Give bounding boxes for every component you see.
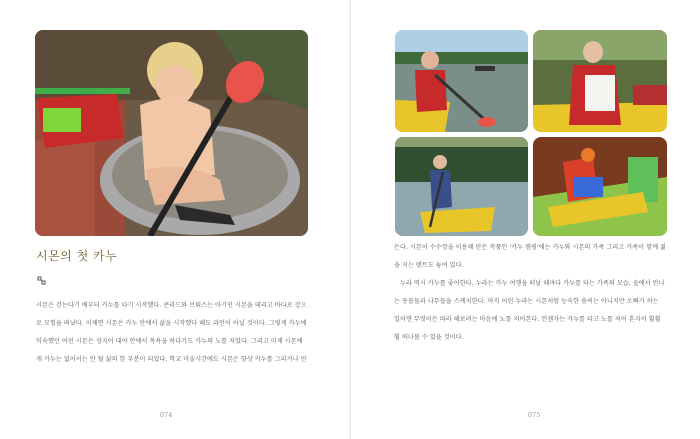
page-number-left: 074 (160, 411, 173, 419)
right-paragraph-1: 든다. 시몬이 수수깡을 이용해 만든 작품인 '카누 캠핑'에는 카누와 시몬의 가족 그리고 가족이 함께 짊을 지는 텐트도 놓여 있다. (394, 244, 666, 269)
right-body-text (394, 239, 666, 347)
page-gutter (349, 0, 351, 439)
boy-canoe-photo (395, 30, 528, 132)
girl-drawing-photo (533, 30, 667, 132)
left-paragraph: 시몬은 걷는다기 배부터 카누를 타기 시작했다. 콘라드와 브뤼스는 아기인 시몬을 데리고 바다로 강으로 모험을 떠났다. 이제면 시몬은 카누 안에서 삶을 시작했다 해도 과언이 아닐 것이다. 그렇게 카누에 익숙했던 어린 시몬은 성지어 대야 안에서 목욕을 하다가도 카누의 노를 저었다. 그리고 이제 시몬에게 카누는 없어서는 안 될 삶의 한 부분이 되었다. 학교 미술시간에도 시몬은 항상 카누를 그리거나 만 (36, 302, 307, 363)
quote-mark-icon (37, 276, 46, 285)
boy-paddling-photo (395, 137, 528, 236)
clay-canoe-craft-photo (533, 137, 667, 236)
page-title: 시몬의 첫 카누 (36, 249, 118, 263)
left-body-text (36, 297, 308, 369)
right-paragraph-2: 누라 역시 카누를 좋아한다. 누라는 카누 여행을 떠날 때마다 카누를 타는 가족의 모습, 숲에서 만나는 동물들과 나무들을 스케치한다. 아직 어린 누라는 시몬처럼 능숙한 솜씨는 아니지만 오빠가 하는 일이면 무엇이든 따라 해보려는 마음에 노를 저어본다. 언젠가는 카누를 타고 노를 저어 혼자서 훨훨훨 떠나볼 수 있을 것이다. (394, 280, 665, 341)
page-number-right: 075 (528, 411, 541, 419)
child-bath-photo (35, 30, 308, 236)
